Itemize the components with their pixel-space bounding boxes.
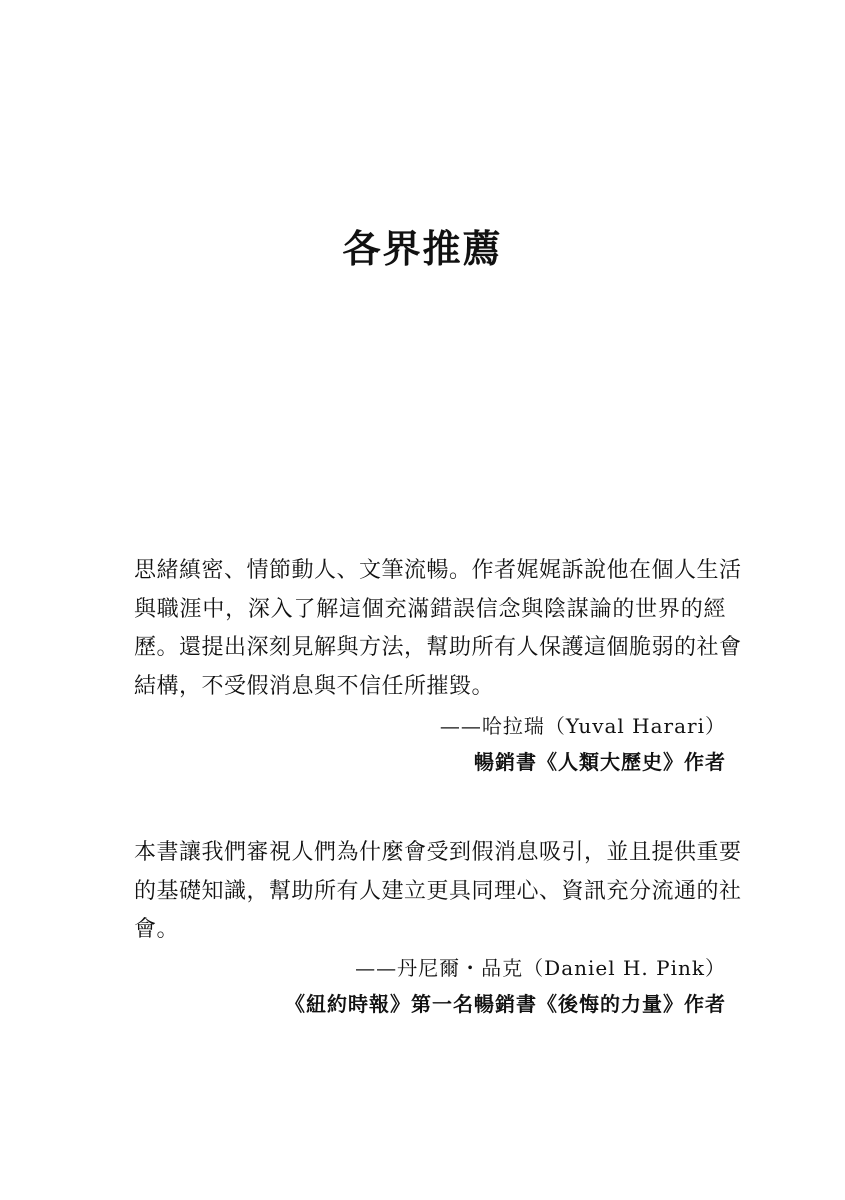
quote-line: 歷。還提出深刻見解與方法，幫助所有人保護這個脆弱的社會 [134, 635, 742, 660]
endorser-title: 《紐約時報》第一名暢銷書《後悔的力量》作者 [285, 991, 726, 1016]
endorser-title: 暢銷書《人類大歷史》作者 [474, 750, 726, 774]
quote-line: 本書讓我們審視人們為什麼會受到假消息吸引，並且提供重要 [134, 840, 742, 865]
quote-line: 思緒縝密、情節動人、文筆流暢。作者娓娓訴說他在個人生活 [134, 558, 742, 583]
endorser-name: ——哈拉瑞（Yuval Harari） [439, 714, 726, 738]
quote-line: 與職涯中，深入了解這個充滿錯誤信念與陰謀論的世界的經 [134, 596, 726, 622]
endorsement-harari [134, 552, 742, 780]
endorser-name: ——丹尼爾・品克（Daniel H. Pink） [355, 955, 726, 980]
endorsement-quote [134, 552, 742, 706]
endorsement-pink [134, 834, 742, 1022]
quote-line: 會。 [134, 917, 180, 942]
quote-line: 結構，不受假消息與不信任所摧毀。 [134, 673, 495, 699]
endorsement-quote [134, 834, 742, 950]
quote-line: 的基礎知識，幫助所有人建立更具同理心、資訊充分流通的社 [134, 878, 742, 904]
page-title: 各界推薦 [342, 227, 503, 272]
